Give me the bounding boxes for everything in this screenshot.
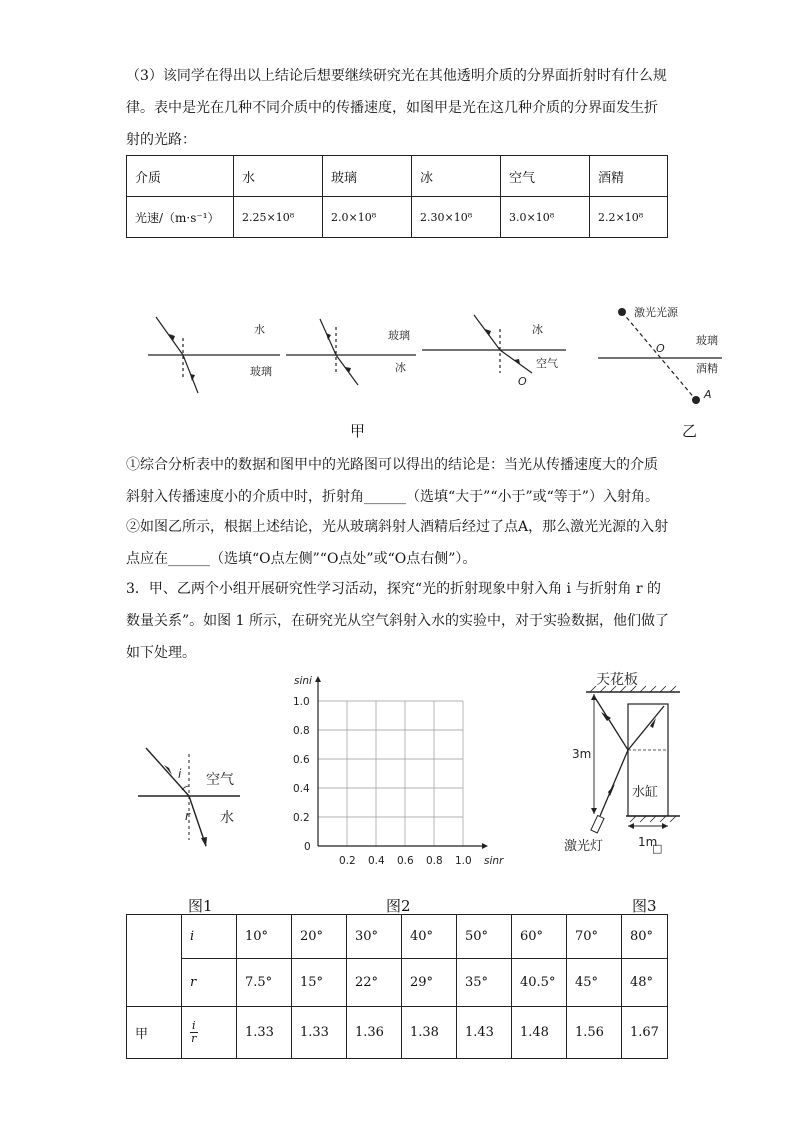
data-table xyxy=(126,914,668,1059)
label-glass: 玻璃 xyxy=(250,365,272,378)
x-axis-arrow-icon xyxy=(482,843,488,849)
q3-sub2: ②如图乙所示，根据上述结论，光从玻璃斜射人酒精后经过了点A，那么激光光源的入射点应在______（选填“O点左侧”“O点处”或“O点右侧”）。 xyxy=(126,519,669,567)
label-water: 水 xyxy=(220,810,234,826)
label-air: 空气 xyxy=(536,357,558,370)
label-glass: 玻璃 xyxy=(388,329,410,342)
blank-cell xyxy=(127,915,182,1007)
problem3-text: 3．甲、乙两个小组开展研究性学习活动，探究“光的折射现象中射入角 i 与折射角 r 的数量关系”。如图 1 所示，在研究光从空气斜射入水的实验中，对于实验数据，他们做了如下处理。 xyxy=(126,581,669,661)
point-a-dot xyxy=(692,396,700,404)
r-value: 35° xyxy=(457,959,512,1007)
speed-value-alcohol: 2.2×10⁸ xyxy=(590,197,668,238)
ratio-value: 1.56 xyxy=(567,1007,622,1059)
arrow-icon xyxy=(514,359,520,364)
caption-jia: 甲 xyxy=(350,422,366,440)
arrow-icon xyxy=(591,808,597,814)
x-tick-label: 0.2 xyxy=(339,855,356,867)
dashed-light-path xyxy=(622,312,696,400)
arrow-icon xyxy=(201,837,207,847)
r-value: 7.5° xyxy=(237,959,292,1007)
ratio-value: 1.33 xyxy=(237,1007,292,1059)
speed-header-medium: 介质 xyxy=(127,156,234,197)
speed-value-ice: 2.30×10⁸ xyxy=(412,197,501,238)
group-label: 甲 xyxy=(127,1007,182,1059)
arrow-icon xyxy=(485,329,491,336)
arrow-icon xyxy=(326,333,331,340)
label-alcohol: 酒精 xyxy=(696,362,718,375)
laser-ray-up xyxy=(600,750,628,816)
label-tank: 水缸 xyxy=(632,785,659,800)
label-point-o: O xyxy=(656,342,665,355)
r-value: 22° xyxy=(347,959,402,1007)
row-label-r: r xyxy=(182,959,237,1007)
row-label-i: i xyxy=(182,915,237,959)
caption-yi: 乙 xyxy=(682,422,698,440)
laser-source-dot xyxy=(618,308,626,316)
label-ice: 冰 xyxy=(395,361,406,374)
i-value: 60° xyxy=(512,915,567,959)
speed-table xyxy=(126,155,668,238)
y-tick-label: 0.4 xyxy=(293,783,310,795)
r-value: 15° xyxy=(292,959,347,1007)
figure-3-diagram xyxy=(560,666,690,856)
speed-header-glass: 玻璃 xyxy=(323,156,412,197)
speed-header-water: 水 xyxy=(234,156,323,197)
label-air: 空气 xyxy=(206,772,234,788)
label-angle-r: r xyxy=(185,809,190,823)
label-ceiling: 天花板 xyxy=(596,672,638,688)
figure-jia-diagram xyxy=(140,305,580,405)
figure-1-diagram xyxy=(134,738,246,850)
r-value: 29° xyxy=(402,959,457,1007)
label-point-o: O xyxy=(518,375,527,388)
speed-value-water: 2.25×10⁸ xyxy=(234,197,323,238)
ratio-value: 1.36 xyxy=(347,1007,402,1059)
r-value: 45° xyxy=(567,959,622,1007)
speed-header-ice: 冰 xyxy=(412,156,501,197)
i-value: 30° xyxy=(347,915,402,959)
i-value: 40° xyxy=(402,915,457,959)
i-value: 70° xyxy=(567,915,622,959)
x-tick-label: 0.6 xyxy=(397,855,414,867)
ratio-value: 1.33 xyxy=(292,1007,347,1059)
floor-hatch xyxy=(630,816,676,822)
arrow-icon xyxy=(190,374,195,381)
y-tick-label: 0.2 xyxy=(293,812,310,824)
y-tick-label: 0.8 xyxy=(293,725,310,737)
q3-intro: （3）该同学在得出以上结论后想要继续研究光在其他透明介质的分界面折射时有什么规律。表中是光在几种不同介质中的传播速度，如图甲是光在这几种介质的分界面发生折射的光路： xyxy=(126,68,667,148)
refracted-ray-1 xyxy=(183,355,198,393)
caption-fig3: 图3 xyxy=(632,897,657,915)
y-tick-label: 0 xyxy=(304,841,311,853)
label-water: 水 xyxy=(254,323,265,336)
y-axis-arrow-icon xyxy=(315,676,321,682)
caption-fig2: 图2 xyxy=(386,897,411,915)
laser-lamp-icon xyxy=(591,815,604,832)
label-width: 1m xyxy=(638,835,658,849)
r-value: 40.5° xyxy=(512,959,567,1007)
ratio-numerator: i xyxy=(192,1019,196,1032)
label-height: 3m xyxy=(572,747,592,761)
caption-fig1: 图1 xyxy=(188,897,213,915)
ratio-value: 1.38 xyxy=(402,1007,457,1059)
speed-value-air: 3.0×10⁸ xyxy=(501,197,590,238)
y-tick-label: 0.6 xyxy=(293,754,310,766)
r-value: 48° xyxy=(622,959,668,1007)
label-angle-i: i xyxy=(178,767,182,781)
y-axis-label: sini xyxy=(294,675,312,687)
label-point-a: A xyxy=(704,388,712,401)
i-value: 80° xyxy=(622,915,668,959)
i-value: 10° xyxy=(237,915,292,959)
arrow-icon xyxy=(628,823,634,829)
arrow-icon xyxy=(662,823,668,829)
figure-yi-diagram xyxy=(592,300,728,412)
incident-ray-1 xyxy=(156,317,183,355)
y-tick-label: 1.0 xyxy=(293,696,310,708)
refracted-ray xyxy=(628,706,664,750)
figure-2-graph xyxy=(288,668,510,870)
ratio-value: 1.48 xyxy=(512,1007,567,1059)
ratio-denominator: r xyxy=(191,1032,197,1045)
label-laser-source: 激光光源 xyxy=(634,306,678,319)
ratio-label xyxy=(182,1007,237,1059)
x-tick-label: 0.8 xyxy=(426,855,443,867)
x-tick-label: 1.0 xyxy=(455,855,472,867)
label-laser: 激光灯 xyxy=(564,839,604,854)
ratio-value: 1.43 xyxy=(457,1007,512,1059)
ratio-value: 1.67 xyxy=(622,1007,668,1059)
i-value: 50° xyxy=(457,915,512,959)
label-ice: 冰 xyxy=(532,323,543,336)
i-value: 20° xyxy=(292,915,347,959)
x-tick-label: 0.4 xyxy=(368,855,385,867)
reflected-ray xyxy=(594,696,628,750)
q3-sub1: ①综合分析表中的数据和图甲中的光路图可以得出的结论是：当光从传播速度大的介质斜射入传播速度小的介质中时，折射角______（选填“大于”“小于”或“等于”）入射角。 xyxy=(126,457,659,505)
speed-header-alcohol: 酒精 xyxy=(590,156,668,197)
refracted-ray-3 xyxy=(500,350,532,373)
speed-header-air: 空气 xyxy=(501,156,590,197)
speed-row-label: 光速/（m·s⁻¹） xyxy=(127,197,234,238)
square-marker: □ xyxy=(652,842,663,855)
x-axis-label: sinr xyxy=(484,855,504,867)
speed-value-glass: 2.0×10⁸ xyxy=(323,197,412,238)
label-glass: 玻璃 xyxy=(696,334,718,347)
